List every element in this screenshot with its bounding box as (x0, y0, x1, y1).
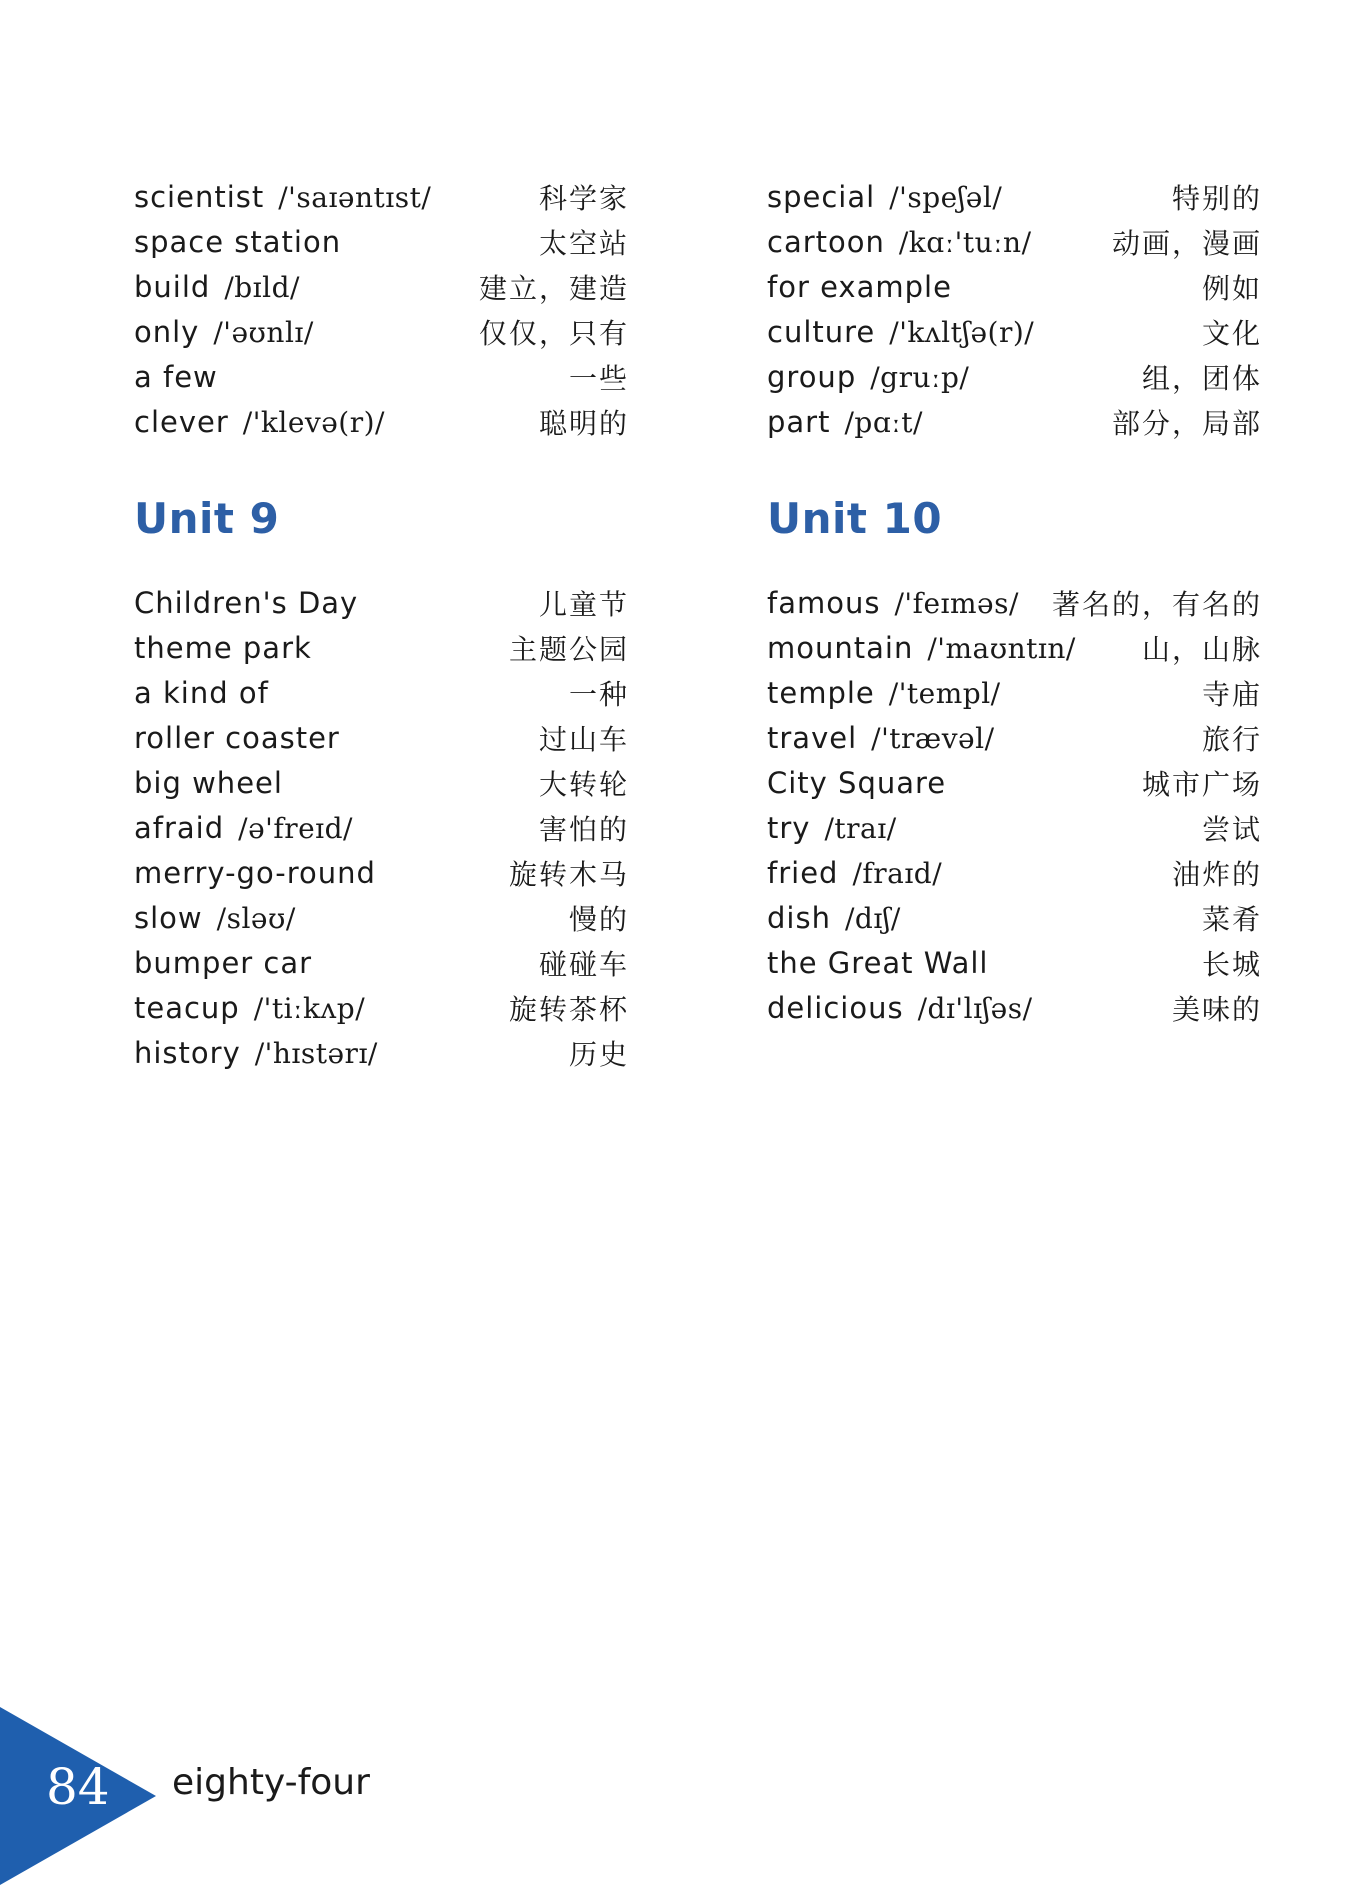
vocab-word: scientist (134, 179, 265, 214)
vocab-meaning: 科学家 (538, 181, 629, 215)
vocab-word: theme park (134, 630, 312, 665)
vocab-meaning: 儿童节 (538, 587, 629, 621)
vocab-word: cartoon (767, 224, 885, 259)
vocab-word: teacup (134, 990, 240, 1025)
vocab-entry (134, 625, 629, 670)
vocab-word: afraid (134, 810, 225, 845)
vocab-word: a kind of (134, 675, 269, 710)
vocab-meaning: 历史 (568, 1037, 629, 1071)
vocab-word: a few (134, 359, 218, 394)
vocab-phonetic: /fraɪd/ (852, 856, 943, 890)
vocab-meaning: 太空站 (538, 226, 629, 260)
vocab-entry (767, 850, 1262, 895)
vocab-entry (134, 940, 629, 985)
vocab-word: famous (767, 585, 881, 620)
vocab-word: clever (134, 404, 229, 439)
vocab-entry (134, 850, 629, 895)
vocab-meaning: 一种 (568, 677, 629, 711)
vocab-entry (134, 715, 629, 760)
vocab-word: mountain (767, 630, 914, 665)
vocab-word: bumper car (134, 945, 313, 980)
vocab-phonetic: /'maʊntɪn/ (927, 631, 1076, 665)
vocab-phonetic: /'klevə(r)/ (242, 405, 385, 439)
vocab-phonetic: /sləʊ/ (216, 901, 296, 935)
vocab-entry (767, 174, 1262, 219)
vocab-entry (134, 399, 629, 444)
vocab-meaning: 油炸的 (1171, 857, 1262, 891)
vocab-meaning: 长城 (1201, 947, 1262, 981)
vocab-word: dish (767, 900, 831, 935)
vocab-entry (767, 219, 1262, 264)
vocab-word: travel (767, 720, 858, 755)
vocab-entry (767, 264, 1262, 309)
vocab-meaning: 害怕的 (538, 812, 629, 846)
vocab-entry (767, 625, 1262, 670)
vocab-meaning: 碰碰车 (538, 947, 629, 981)
vocab-list-top-right (767, 174, 1262, 444)
vocab-word: big wheel (134, 765, 283, 800)
page-number-words: eighty-four (172, 1762, 370, 1803)
vocab-phonetic: /'tiːkʌp/ (253, 991, 366, 1025)
vocab-phonetic: /'kʌltʃə(r)/ (889, 315, 1035, 349)
vocab-phonetic: /ə'freɪd/ (238, 811, 353, 845)
vocab-phonetic: /'feɪməs/ (894, 586, 1019, 620)
vocab-meaning: 旋转木马 (508, 857, 629, 891)
vocab-phonetic: /dɪʃ/ (844, 901, 901, 935)
vocab-phonetic: /gruːp/ (870, 360, 970, 394)
vocab-entry (134, 985, 629, 1030)
vocab-phonetic: /'speʃəl/ (889, 180, 1003, 214)
vocab-meaning: 一些 (568, 361, 629, 395)
page-number: 84 (46, 1758, 110, 1816)
vocab-word: history (134, 1035, 241, 1070)
vocab-entry (767, 309, 1262, 354)
vocab-word: try (767, 810, 811, 845)
vocab-meaning: 美味的 (1171, 992, 1262, 1026)
vocab-meaning: 过山车 (538, 722, 629, 756)
vocab-word: group (767, 359, 857, 394)
vocab-list-top-left (134, 174, 629, 444)
vocab-phonetic: /dɪ'lɪʃəs/ (917, 991, 1033, 1025)
vocab-phonetic: /'saɪəntɪst/ (278, 180, 432, 214)
vocab-meaning: 例如 (1201, 271, 1262, 305)
vocab-phonetic: /'əʊnlɪ/ (213, 315, 314, 349)
vocab-meaning: 仅仅，只有 (478, 316, 629, 350)
vocab-word: delicious (767, 990, 904, 1025)
vocab-word: part (767, 404, 831, 439)
vocab-entry (134, 174, 629, 219)
vocab-word: slow (134, 900, 203, 935)
vocab-meaning: 菜肴 (1201, 902, 1262, 936)
vocab-entry (134, 895, 629, 940)
vocab-entry (134, 760, 629, 805)
vocab-word: fried (767, 855, 839, 890)
vocab-meaning: 建立，建造 (478, 271, 629, 305)
unit-9-vocab-list (134, 580, 629, 1075)
vocab-entry (767, 580, 1262, 625)
vocab-meaning: 组，团体 (1141, 361, 1262, 395)
vocab-meaning: 山，山脉 (1141, 632, 1262, 666)
vocab-word: City Square (767, 765, 947, 800)
vocab-meaning: 主题公园 (508, 632, 629, 666)
vocab-entry (134, 354, 629, 399)
vocab-word: build (134, 269, 211, 304)
vocab-entry (134, 219, 629, 264)
vocab-meaning: 旅行 (1201, 722, 1262, 756)
vocab-entry (134, 1030, 629, 1075)
vocab-phonetic: /kɑː'tuːn/ (898, 225, 1032, 259)
vocab-entry (134, 309, 629, 354)
vocab-meaning: 著名的，有名的 (1051, 587, 1262, 621)
vocab-meaning: 大转轮 (538, 767, 629, 801)
vocab-meaning: 动画，漫画 (1111, 226, 1262, 260)
vocab-entry (767, 760, 1262, 805)
vocab-meaning: 部分，局部 (1111, 406, 1262, 440)
vocab-entry (767, 805, 1262, 850)
vocab-word: the Great Wall (767, 945, 989, 980)
vocab-word: Children's Day (134, 585, 359, 620)
vocab-entry (767, 985, 1262, 1030)
vocab-meaning: 文化 (1201, 316, 1262, 350)
vocab-word: space station (134, 224, 342, 259)
vocab-phonetic: /'trævəl/ (871, 721, 995, 755)
vocab-entry (134, 670, 629, 715)
unit-9-heading: Unit 9 (134, 494, 280, 543)
vocab-word: for example (767, 269, 952, 304)
vocab-word: merry-go-round (134, 855, 376, 890)
vocab-word: temple (767, 675, 875, 710)
vocab-entry (767, 670, 1262, 715)
vocab-meaning: 慢的 (568, 902, 629, 936)
vocab-meaning: 寺庙 (1201, 677, 1262, 711)
vocab-meaning: 尝试 (1201, 812, 1262, 846)
vocab-entry (767, 940, 1262, 985)
vocab-word: roller coaster (134, 720, 340, 755)
vocab-entry (767, 399, 1262, 444)
vocab-entry (134, 580, 629, 625)
unit-10-vocab-list (767, 580, 1262, 1030)
vocab-meaning: 城市广场 (1141, 767, 1262, 801)
vocab-entry (767, 715, 1262, 760)
vocab-phonetic: /pɑːt/ (844, 405, 923, 439)
unit-10-heading: Unit 10 (767, 494, 943, 543)
vocab-meaning: 特别的 (1171, 181, 1262, 215)
vocab-entry (767, 354, 1262, 399)
vocab-phonetic: /bɪld/ (224, 270, 300, 304)
vocab-phonetic: /'hɪstərɪ/ (254, 1036, 378, 1070)
vocab-entry (767, 895, 1262, 940)
vocab-entry (134, 264, 629, 309)
vocab-word: only (134, 314, 200, 349)
vocab-meaning: 聪明的 (538, 406, 629, 440)
vocab-entry (134, 805, 629, 850)
vocab-meaning: 旋转茶杯 (508, 992, 629, 1026)
vocab-word: culture (767, 314, 876, 349)
vocab-word: special (767, 179, 876, 214)
vocab-phonetic: /traɪ/ (824, 811, 897, 845)
vocab-phonetic: /'templ/ (888, 676, 1001, 710)
